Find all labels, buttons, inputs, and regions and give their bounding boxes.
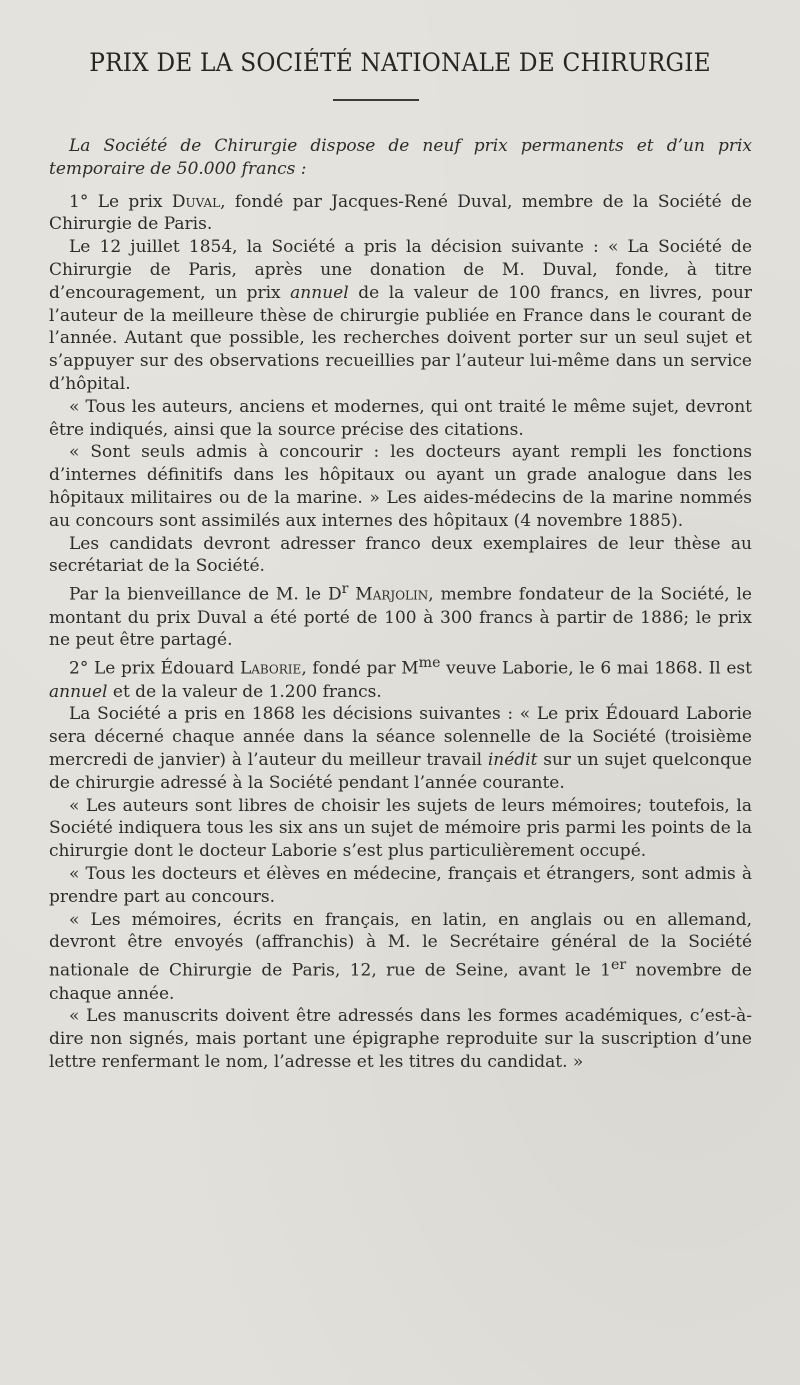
title-rule (333, 99, 419, 101)
paragraph-auteurs: « Tous les auteurs, anciens et modernes, qui ont traité le même sujet, devront être indiqués, ainsi que la source précise des citations. (49, 396, 752, 440)
superscript: me (418, 655, 441, 672)
text-run: Le 12 juillet 1854, la Société a pris la décision suivante : « La Société de Chirurgie de Paris, après une donation de M. Duval, fonde, à titre d’encouragement, un prix (49, 237, 752, 303)
emphasis-annuel: annuel (290, 282, 349, 303)
paragraph-decisions-1868 (49, 703, 752, 794)
intro-paragraph: La Société de Chirurgie dispose de neuf prix permanents et d’un prix temporaire de 50.000 francs : (49, 136, 752, 179)
name-laborie: Laborie (239, 658, 302, 679)
paragraph-prix-duval (49, 191, 752, 237)
emphasis-annuel: annuel (49, 681, 108, 702)
text-run: La Société a pris en 1868 les décisions suivantes : « Le prix Édouard Laborie sera décerné chaque année dans la séance solennelle de la Société (troisième mercredi de janvier) à l’auteur du meilleur travail (49, 704, 752, 771)
text-run: de la valeur de 100 francs, en livres, pour l’auteur de la meilleure thèse de chirurgie publiée en France dans le courant de l’année. Autant que possible, les recherches doivent porter sur un seul sujet et s’appuyer sur des observations recueillies par l’auteur lui-même dans un service d’hôpital. (49, 282, 753, 394)
paragraph-prix-laborie (49, 652, 752, 703)
paragraph-concours: « Tous les docteurs et élèves en médecine, français et étrangers, sont admis à prendre part au concours. (49, 864, 752, 907)
emphasis-inedit: inédit (487, 750, 538, 771)
text-run: , fondé par M (301, 658, 419, 679)
text-run: 2° Le prix Édouard (69, 658, 240, 679)
text-run: 1° Le prix (69, 191, 172, 212)
paragraph-candidats: Les candidats devront adresser franco deux exemplaires de leur thèse au secrétariat de la Société. (49, 533, 752, 577)
document-body (49, 135, 752, 1074)
paragraph-marjolin (49, 578, 752, 652)
text-run: « Les mémoires, écrits en français, en latin, en anglais ou en allemand, devront être envoyés (affranchis) à M. le Secrétaire général de la Société nationale de Chirurgie de Paris, 12, rue de Seine, avant le 1 (49, 909, 752, 981)
superscript: er (610, 957, 627, 974)
paragraph-admission: « Sont seuls admis à concourir : les docteurs ayant rempli les fonctions d’internes définitifs dans les hôpitaux ou ayant un grade analogue dans les hôpitaux militaires ou de la marine. » Les aides-médecins de la marine nommés au concours sont assimilés aux internes des hôpitaux (4 novembre 1885). (49, 442, 752, 531)
text-run: sur un sujet quelconque de chirurgie adressé à la Société pendant l’année courante. (49, 750, 752, 793)
name-duval: Duval (171, 191, 221, 212)
text-run: novembre de chaque année. (49, 960, 752, 1004)
text-run: , fondé par Jacques-René Duval, membre de la Société de Chirurgie de Paris. (49, 191, 752, 235)
name-marjolin: Marjolin (348, 584, 429, 605)
paragraph-sujets: « Les auteurs sont libres de choisir les sujets de leurs mémoires; toutefois, la Société indiquera tous les six ans un sujet de mémoire pris parmi les points de la chirurgie dont le docteur Laborie s’est plus particulièrement occupé. (49, 795, 752, 862)
text-run: et de la valeur de 1.200 francs. (107, 681, 382, 702)
paragraph-manuscrits: « Les manuscrits doivent être adressés dans les formes académiques, c’est-à-dire non signés, mais portant une épigraphe reproduite sur la suscription d’une lettre renfermant le nom, l’adresse et les titres du candidat. » (49, 1006, 752, 1073)
page-title: PRIX DE LA SOCIÉTÉ NATIONALE DE CHIRURGIE (89, 48, 711, 77)
text-run: Par la bienveillance de M. le D (69, 584, 342, 605)
text-run: veuve Laborie, le 6 mai 1868. Il est (440, 658, 752, 679)
paragraph-memoires (49, 909, 752, 1006)
text-run: , membre fondateur de la Société, le montant du prix Duval a été porté de 100 à 300 francs à partir de 1886; le prix ne peut être partagé. (49, 584, 752, 651)
superscript: r (341, 581, 349, 598)
paragraph-decision-1854 (49, 236, 752, 396)
